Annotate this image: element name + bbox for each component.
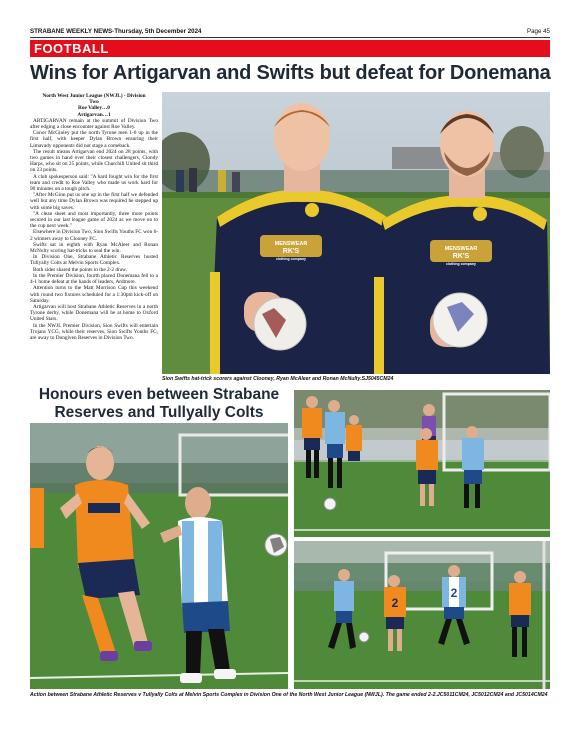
- sponsor-text-right-3: clothing company: [446, 262, 476, 266]
- article-paragraph: ARTIGARVAN remain at the summit of Division Two after edging a close encounter against Roe Valley.: [30, 117, 158, 131]
- masthead-rule: [30, 37, 550, 38]
- article-paragraph: Swifts sat in eighth with Ryan McAleer and Ronan McNulty scoring hat-tricks to seal the win.: [30, 241, 158, 255]
- article-paragraph: In the Premier Division, fourth placed Donemana fell to a 4-1 home defeat at the hands of leaders, Ardmore.: [30, 272, 158, 286]
- main-headline: Wins for Artigarvan and Swifts but defeat for Donemana: [30, 62, 551, 84]
- photo-match-action-3: [294, 541, 550, 689]
- publication-line: STRABANE WEEKLY NEWS-Thursday, 5th December 2024: [30, 28, 202, 35]
- article-heading-3: Roe Valley…0: [78, 105, 110, 112]
- masthead: [30, 27, 550, 37]
- article-paragraph: In the NWJL Premier Division, Sion Swifts will entertain Trojans YCG, while their reserves, Sion Swifts Youths FC, are away to Dungiven Reserves in Division Two.: [30, 322, 158, 341]
- article-paragraph: "A clean sheet and most importantly, three more points secured in our last league game of 2024 as we move on to the cup next week.": [30, 210, 158, 230]
- photo-match-action-1-art: [30, 423, 288, 689]
- photo-hat-trick-scorers: [162, 92, 550, 374]
- section-label: FOOTBALL: [34, 41, 109, 56]
- article-paragraph: Attention turns to the Matt Morrison Cup this weekend with round two fixtures scheduled for a 1:30pm kick-off on Saturday.: [30, 285, 158, 304]
- sponsor-text-left-2: RK'S: [282, 248, 300, 255]
- photo-caption-1: Sion Swifts hat-trick scorers against Clooney, Ryan McAleer and Ronan McNulty.SJ5045CM24: [162, 376, 394, 382]
- photo-match-action-1: [30, 423, 288, 689]
- article-heading-4: Artigarvan…1: [77, 111, 111, 118]
- shirt-number-a: 2: [391, 596, 399, 610]
- article-paragraph: The result means Artigarvan end 2024 on 28 points, with two games in hand over their closest challengers, Clondy Harps, who sit on 25 points, while Churchill United sit third on 23 points.: [30, 148, 158, 174]
- article-paragraph: Artigarvan will host Strabane Athletic Reserves in a north Tyrone derby, while Donemana will be at home to Oxford United Stars.: [30, 303, 158, 323]
- sponsor-text-right-2: RK'S: [452, 253, 470, 260]
- photo-caption-2: Action between Strabane Athletic Reserves v Tullyally Colts at Melvin Sports Complex in Division One of the North West Junior League (NWJL). The game ended 2-2.JC5011CM24, JC5012CM24 and JC5014CM24: [30, 692, 548, 698]
- article-paragraph: Conor McGinley put the north Tyrone men 1-0 up in the first half, with keeper Dylan Brown ensuring their Limavady opponents did not stage a comeback.: [30, 130, 158, 149]
- article-heading-1: North West Junior League (NWJL) - Division: [42, 93, 146, 99]
- article-paragraph: Elsewhere in Division Two, Sion Swifts Youths FC won 6-2 winners away to Clooney FC.: [30, 229, 158, 242]
- photo-match-action-3-art: [294, 541, 550, 689]
- section-bar: [30, 40, 550, 57]
- secondary-headline: Honours even between Strabane Reserves and Tullyally Colts: [38, 386, 280, 421]
- sponsor-text-right-1: MENSWEAR: [444, 246, 478, 252]
- article-column: [30, 93, 158, 383]
- photo-hat-trick-scorers-art: [162, 92, 550, 374]
- page-number: Page 45: [526, 28, 550, 35]
- article-paragraph: In Division One, Strabane Athletic Reserves hosted Tullyally Colts at Melvin Sports Complex.: [30, 254, 158, 267]
- photo-match-action-2-art: [294, 390, 550, 537]
- article-heading-2: Two: [89, 99, 99, 106]
- shirt-number-b: 2: [450, 586, 458, 600]
- photo-match-action-2: [294, 390, 550, 537]
- sponsor-text-left-1: MENSWEAR: [274, 241, 308, 247]
- article-paragraph: "After McGinn put us one up in the first half we defended well but any time Dylan Brown was required he stepped up with some big saves.: [30, 192, 158, 211]
- sponsor-text-left-3: clothing company: [276, 257, 306, 261]
- article-paragraph: A club spokesperson said: "A hard fought win for the first team and credit to Roe Valley who made us work hard for 90 minutes on a tough pitch.: [30, 173, 158, 193]
- article-paragraph: Both sides shared the points in the 2-2 draw.: [33, 266, 127, 273]
